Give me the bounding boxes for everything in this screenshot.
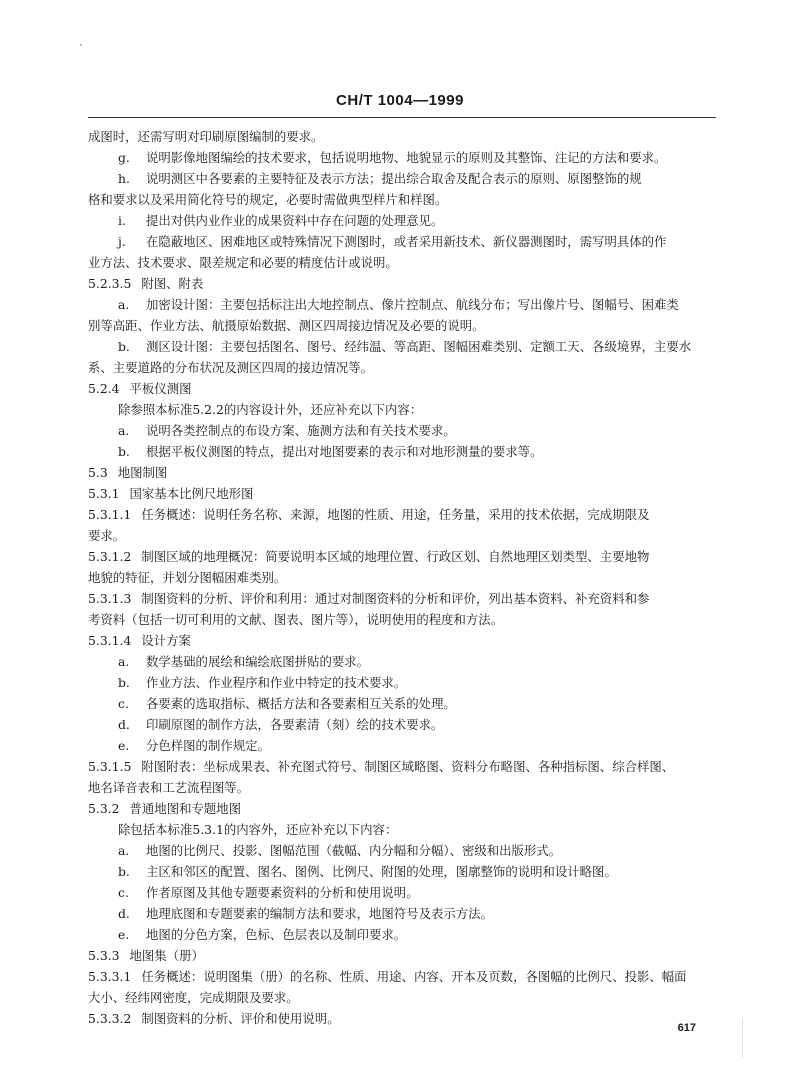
- document-body: [88, 126, 716, 1029]
- list-marker: j.: [118, 234, 126, 249]
- header-rule: [88, 117, 716, 118]
- section-heading: [88, 1008, 716, 1029]
- line-text: 除包括本标准5.3.1的内容外，还应补充以下内容：: [118, 822, 398, 837]
- line-text: 业方法、技术要求、限差规定和必要的精度估计或说明。: [88, 255, 398, 270]
- section-number: 5.3.3.1: [88, 969, 132, 984]
- list-item-line: [88, 924, 716, 945]
- list-item-line: [88, 420, 716, 441]
- text-line: [88, 252, 716, 273]
- line-text: 设计方案: [141, 633, 191, 648]
- line-text: 加密设计图：主要包括标注出大地控制点、像片控制点、航线分布；写出像片号、图幅号、困难类: [146, 297, 679, 312]
- list-item-line: [88, 210, 716, 231]
- text-line: [88, 525, 716, 546]
- line-text: 系、主要道路的分布状况及测区四周的接边情况等。: [88, 360, 373, 375]
- list-marker: a.: [118, 297, 130, 312]
- list-marker: a.: [118, 654, 130, 669]
- text-line: [88, 189, 716, 210]
- standard-code-header: CH/T 1004—1999: [336, 92, 464, 109]
- text-line: [88, 567, 716, 588]
- text-line: [88, 126, 716, 147]
- list-item-line: [88, 672, 716, 693]
- list-marker: a.: [118, 423, 130, 438]
- line-text: 各要素的选取指标、概括方法和各要素相互关系的处理。: [146, 696, 456, 711]
- text-line: [88, 609, 716, 630]
- scan-speck: [80, 44, 82, 46]
- list-marker: e.: [118, 927, 130, 942]
- line-text: 说明测区中各要素的主要特征及表示方法；提出综合取舍及配合表示的原则、原图整饰的规: [146, 171, 642, 186]
- section-number: 5.3.1.4: [88, 633, 132, 648]
- list-marker: i.: [118, 213, 126, 228]
- line-text: 任务概述：说明图集（册）的名称、性质、用途、内容、开本及页数，各图幅的比例尺、投影、幅面: [141, 969, 687, 984]
- line-text: 制图区域的地理概况：简要说明本区域的地理位置、行政区划、自然地理区划类型、主要地物: [141, 549, 650, 564]
- text-line: [88, 777, 716, 798]
- list-item-line: [88, 294, 716, 315]
- line-text: 根据平板仪测图的特点，提出对地图要素的表示和对地形测量的要求等。: [146, 444, 543, 459]
- line-text: 分色样图的制作规定。: [146, 738, 270, 753]
- line-text: 地名译音表和工艺流程图等。: [88, 780, 250, 795]
- line-text: 别等高距、作业方法、航摄原始数据、测区四周接边情况及必要的说明。: [88, 318, 485, 333]
- list-marker: a.: [118, 843, 130, 858]
- line-text: 说明影像地图编绘的技术要求，包括说明地物、地貌显示的原则及其整饰、注记的方法和要求。: [146, 150, 667, 165]
- line-text: 地图集（册）: [129, 948, 204, 963]
- section-number: 5.2.3.5: [88, 276, 132, 291]
- section-heading: [88, 798, 716, 819]
- section-heading: [88, 378, 716, 399]
- line-text: 提出对供内业作业的成果资料中存在问题的处理意见。: [146, 213, 444, 228]
- section-number: 5.3.2: [88, 801, 120, 816]
- line-text: 格和要求以及采用简化符号的规定，必要时需做典型样片和样图。: [88, 192, 448, 207]
- list-item-line: [88, 735, 716, 756]
- line-text: 附图附表：坐标成果表、补充图式符号、制图区域略图、资料分布略图、各种指标图、综合样图、: [141, 759, 675, 774]
- line-text: 任务概述：说明任务名称、来源，地图的性质、用途，任务量，采用的技术依据，完成期限及: [141, 507, 650, 522]
- list-item-line: [88, 441, 716, 462]
- list-marker: b.: [118, 339, 130, 354]
- section-heading: [88, 630, 716, 651]
- list-item-line: [88, 168, 716, 189]
- line-text: 地图的分色方案，色标、色层表以及制印要求。: [146, 927, 407, 942]
- list-marker: e.: [118, 738, 130, 753]
- line-text: 作业方法、作业程序和作业中特定的技术要求。: [146, 675, 407, 690]
- section-heading: [88, 462, 716, 483]
- text-line: [88, 399, 716, 420]
- line-text: 地图制图: [117, 465, 168, 480]
- list-marker: g.: [118, 150, 130, 165]
- list-marker: h.: [118, 171, 130, 186]
- line-text: 地貌的特征，并划分图幅困难类别。: [88, 570, 287, 585]
- line-text: 测区设计图：主要包括图名、图号、经纬温、等高距、图幅困难类别、定额工天、各级境界，主要水: [146, 339, 692, 354]
- line-text: 成图时，还需写明对印刷原图编制的要求。: [88, 129, 324, 144]
- section-number: 5.3.3: [88, 948, 120, 963]
- line-text: 制图资料的分析、评价和使用说明。: [141, 1011, 340, 1026]
- line-text: 作者原图及其他专题要素资料的分析和使用说明。: [146, 885, 419, 900]
- line-text: 地图的比例尺、投影、图幅范围（截幅、内分幅和分幅）、密级和出版形式。: [146, 843, 562, 858]
- section-number: 5.3: [88, 465, 108, 480]
- line-text: 考资料（包括一切可利用的文献、图表、图片等），说明使用的程度和方法。: [88, 612, 504, 627]
- line-text: 数学基础的展绘和编绘底图拼贴的要求。: [146, 654, 370, 669]
- page-number: 617: [677, 1022, 696, 1034]
- text-line: [88, 357, 716, 378]
- list-item-line: [88, 882, 716, 903]
- line-text: 国家基本比例尺地形图: [129, 486, 254, 501]
- text-line: [88, 819, 716, 840]
- line-text: 地理底图和专题要素的编制方法和要求，地图符号及表示方法。: [146, 906, 493, 921]
- list-marker: d.: [118, 717, 130, 732]
- list-item-line: [88, 231, 716, 252]
- list-item-line: [88, 147, 716, 168]
- line-text: 附图、附表: [141, 276, 204, 291]
- line-text: 普通地图和专题地图: [129, 801, 242, 816]
- list-item-line: [88, 336, 716, 357]
- section-number: 5.3.1: [88, 486, 120, 501]
- section-heading: [88, 504, 716, 525]
- section-heading: [88, 945, 716, 966]
- line-text: 印刷原图的制作方法，各要素清（刻）绘的技术要求。: [146, 717, 444, 732]
- section-heading: [88, 273, 716, 294]
- list-marker: d.: [118, 906, 130, 921]
- list-item-line: [88, 693, 716, 714]
- section-heading: [88, 966, 716, 987]
- line-text: 大小、经纬网密度，完成期限及要求。: [88, 990, 299, 1005]
- section-heading: [88, 546, 716, 567]
- list-marker: b.: [118, 444, 130, 459]
- line-text: 制图资料的分析、评价和利用：通过对制图资料的分析和评价，列出基本资料、补充资料和参: [141, 591, 650, 606]
- list-item-line: [88, 840, 716, 861]
- line-text: 要求。: [88, 528, 126, 543]
- list-marker: c.: [118, 885, 129, 900]
- line-text: 主区和邻区的配置、图名、图例、比例尺、附图的处理，图廓整饰的说明和设计略图。: [146, 864, 617, 879]
- section-heading: [88, 483, 716, 504]
- section-number: 5.3.1.1: [88, 507, 132, 522]
- list-item-line: [88, 651, 716, 672]
- list-item-line: [88, 861, 716, 882]
- list-marker: c.: [118, 696, 129, 711]
- line-text: 说明各类控制点的布设方案、施测方法和有关技术要求。: [146, 423, 456, 438]
- line-text: 在隐蔽地区、困难地区或特殊情况下测图时，或者采用新技术、新仪器测图时，需写明具体的作: [146, 234, 667, 249]
- line-text: 除参照本标准5.2.2的内容设计外，还应补充以下内容：: [118, 402, 423, 417]
- section-number: 5.3.1.2: [88, 549, 132, 564]
- section-number: 5.2.4: [88, 381, 120, 396]
- text-line: [88, 987, 716, 1008]
- section-number: 5.3.1.3: [88, 591, 132, 606]
- scan-edge-mark: [742, 1018, 743, 1058]
- list-marker: b.: [118, 675, 130, 690]
- section-number: 5.3.1.5: [88, 759, 132, 774]
- section-heading: [88, 756, 716, 777]
- list-marker: b.: [118, 864, 130, 879]
- list-item-line: [88, 714, 716, 735]
- text-line: [88, 315, 716, 336]
- section-heading: [88, 588, 716, 609]
- list-item-line: [88, 903, 716, 924]
- line-text: 平板仪测图: [129, 381, 192, 396]
- section-number: 5.3.3.2: [88, 1011, 132, 1026]
